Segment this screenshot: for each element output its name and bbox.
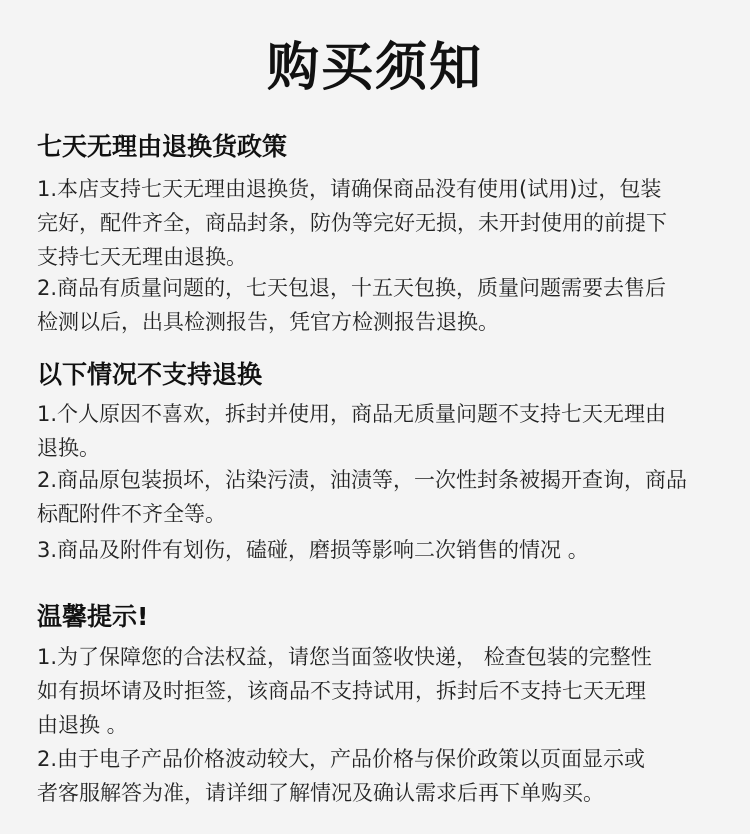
- text-line: 完好，配件齐全，商品封条，防伪等完好无损，未开封使用的前提下: [37, 211, 667, 235]
- text-line: 检测以后，出具检测报告，凭官方检测报告退换。: [37, 310, 499, 334]
- tips-item-1: [37, 640, 727, 742]
- page-title: 购买须知: [266, 38, 483, 98]
- text-line: 1.为了保障您的合法权益，请您当面签收快递， 检查包装的完整性: [37, 645, 652, 669]
- tips-item-2: [37, 742, 727, 810]
- not-supported-item-2: [37, 463, 727, 531]
- return-policy-item-1: [37, 172, 727, 274]
- text-line: 者客服解答为准，请详细了解情况及确认需求后再下单购买。: [37, 781, 604, 805]
- text-line: 2.由于电子产品价格波动较大，产品价格与保价政策以页面显示或: [37, 747, 646, 771]
- text-line: 如有损坏请及时拒签，该商品不支持试用，拆封后不支持七天无理: [37, 679, 646, 703]
- text-line: 退换。: [37, 436, 100, 460]
- return-policy-item-2: [37, 271, 727, 339]
- text-line: 2.商品有质量问题的，七天包退，十五天包换，质量问题需要去售后: [37, 276, 667, 300]
- text-line: 由退换 。: [37, 713, 128, 737]
- text-line: 标配附件不齐全等。: [37, 502, 226, 526]
- text-line: 3.商品及附件有划伤，磕碰，磨损等影响二次销售的情况 。: [37, 538, 589, 562]
- section-heading-return-policy: 七天无理由退换货政策: [37, 132, 288, 161]
- text-line: 支持七天无理由退换。: [37, 245, 247, 269]
- section-heading-not-supported: 以下情况不支持退换: [37, 360, 263, 389]
- text-line: 2.商品原包装损坏，沾染污渍，油渍等，一次性封条被揭开查询，商品: [37, 468, 688, 492]
- not-supported-item-1: [37, 397, 727, 465]
- not-supported-item-3: [37, 533, 727, 567]
- section-heading-tips: 温馨提示!: [37, 602, 149, 631]
- text-line: 1.个人原因不喜欢，拆封并使用，商品无质量问题不支持七天无理由: [37, 402, 667, 426]
- text-line: 1.本店支持七天无理由退换货，请确保商品没有使用(试用)过，包装: [37, 177, 662, 201]
